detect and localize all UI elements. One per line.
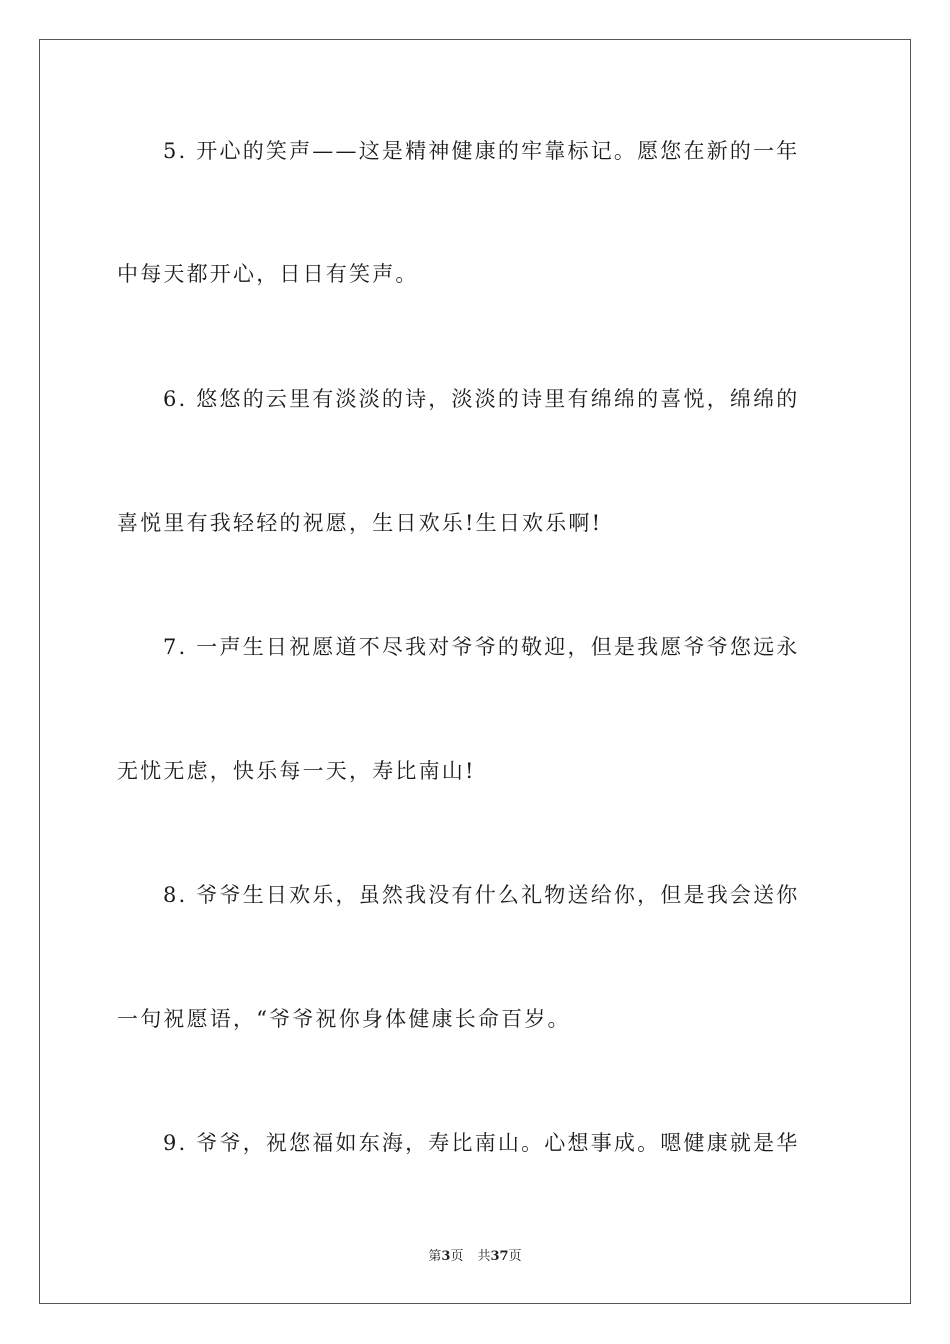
footer-total-pages: 37: [490, 1249, 509, 1264]
footer-page-suffix: 页: [450, 1249, 464, 1264]
paragraph-6-line-1: 6. 悠悠的云里有淡淡的诗，淡淡的诗里有绵绵的喜悦，绵绵的: [163, 387, 800, 411]
paragraph-8-line-1: 8. 爷爷生日欢乐，虽然我没有什么礼物送给你，但是我会送你: [163, 883, 800, 907]
footer-page-number: 3: [441, 1249, 451, 1264]
paragraph-8-line-2: 一句祝愿语，“爷爷祝你身体健康长命百岁。: [117, 1007, 571, 1031]
footer-total-suffix: 页: [508, 1249, 522, 1264]
page-footer: [0, 1248, 950, 1266]
paragraph-5-line-1: 5. 开心的笑声——这是精神健康的牢靠标记。愿您在新的一年: [163, 139, 800, 163]
paragraph-7-line-2: 无忧无虑，快乐每一天，寿比南山!: [117, 759, 476, 783]
footer-total-prefix: 共: [477, 1249, 491, 1264]
paragraph-5-line-2: 中每天都开心，日日有笑声。: [117, 262, 419, 286]
paragraph-7-line-1: 7. 一声生日祝愿道不尽我对爷爷的敬迎，但是我愿爷爷您远永: [163, 635, 800, 659]
footer-page-prefix: 第: [428, 1249, 442, 1264]
paragraph-6-line-2: 喜悦里有我轻轻的祝愿，生日欢乐!生日欢乐啊!: [117, 511, 603, 535]
paragraph-9-line-1: 9. 爷爷，祝您福如东海，寿比南山。心想事成。嗯健康就是华: [163, 1131, 800, 1155]
page-frame: [39, 39, 911, 1304]
